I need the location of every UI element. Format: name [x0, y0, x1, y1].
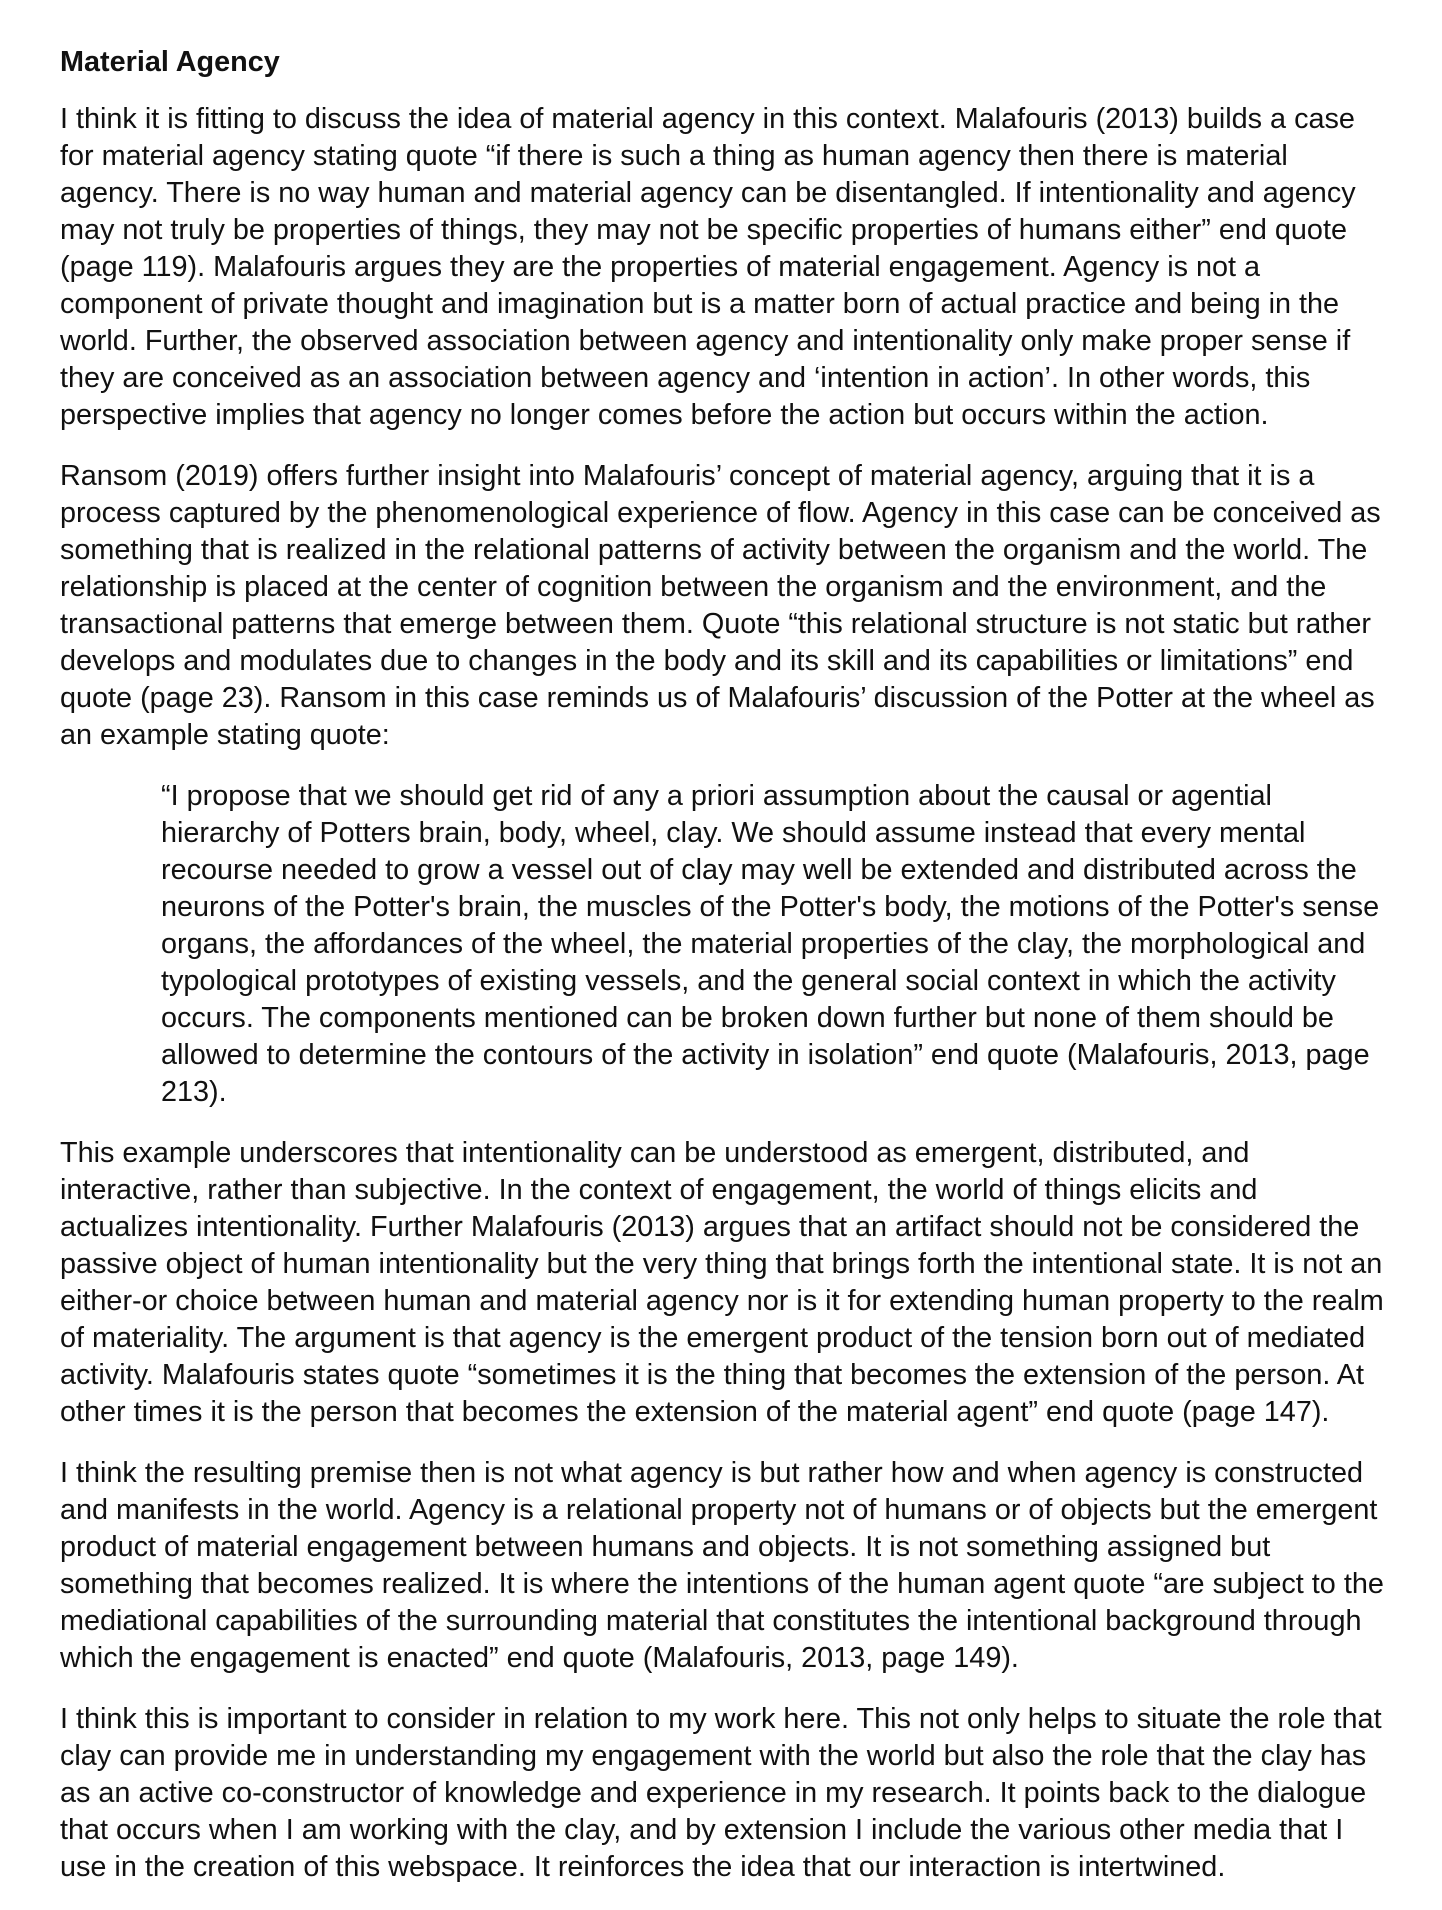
paragraph-relation-to-work: I think this is important to consider in relation to my work here. This not only helps to situate the role that clay can provide me in understanding my engagement with the world but also the role that the clay has as an active co-constructor of knowledge and experience in my research. It points back to the dialogue that occurs when I am working with the clay, and by extension I include the various other media that I use in the creation of this webspace. It reinforces the idea that our interaction is intertwined. [60, 1703, 1382, 1883]
section-heading: Material Agency [60, 46, 280, 78]
paragraph-resulting-premise: I think the resulting premise then is not what agency is but rather how and when agency is constructed and manifests in the world. Agency is a relational property not of humans or of objects but the emergent product of material engagement between humans and objects. It is not something assigned but something that becomes realized. It is where the intentions of the human agent quote “are subject to the mediational capabilities of the surrounding material that constitutes the intentional background through which the engagement is enacted” end quote (Malafouris, 2013, page 149). [60, 1457, 1384, 1674]
block-quote-potter: “I propose that we should get rid of any a priori assumption about the causal or agential hierarchy of Potters brain, body, wheel, clay. We should assume instead that every mental recourse needed to grow a vessel out of clay may well be extended and distributed across the neurons of the Potter's brain, the muscles of the Potter's body, the motions of the Potter's sense organs, the affordances of the wheel, the material properties of the clay, the morphological and typological prototypes of existing vessels, and the general social context in which the activity occurs. The components mentioned can be broken down further but none of them should be allowed to determine the contours of the activity in isolation” end quote (Malafouris, 2013, page 213). [161, 780, 1380, 1108]
paragraph-intentionality-emergent: This example underscores that intentionality can be understood as emergent, distributed, and interactive, rather than subjective. In the context of engagement, the world of things elicits and actualizes intentionality. Further Malafouris (2013) argues that an artifact should not be considered the passive object of human intentionality but the very thing that brings forth the intentional state. It is not an either-or choice between human and material agency nor is it for extending human property to the realm of materiality. The argument is that agency is the emergent product of the tension born out of mediated activity. Malafouris states quote “sometimes it is the thing that becomes the extension of the person. At other times it is the person that becomes the extension of the material agent” end quote (page 147). [60, 1137, 1384, 1428]
paragraph-ransom-insight: Ransom (2019) offers further insight into Malafouris’ concept of material agency, arguing that it is a process captured by the phenomenological experience of flow. Agency in this case can be conceived as something that is realized in the relational patterns of activity between the organism and the world. The relationship is placed at the center of cognition between the organism and the environment, and the transactional patterns that emerge between them. Quote “this relational structure is not static but rather develops and modulates due to changes in the body and its skill and its capabilities or limitations” end quote (page 23). Ransom in this case reminds us of Malafouris’ discussion of the Potter at the wheel as an example stating quote: [60, 460, 1381, 751]
document-page [60, 44, 1390, 1910]
paragraph-material-agency-intro: I think it is fitting to discuss the idea of material agency in this context. Malafouris (2013) builds a case for material agency stating quote “if there is such a thing as human agency then there is material agency. There is no way human and material agency can be disentangled. If intentionality and agency may not truly be properties of things, they may not be specific properties of humans either” end quote (page 119). Malafouris argues they are the properties of material engagement. Agency is not a component of private thought and imagination but is a matter born of actual practice and being in the world. Further, the observed association between agency and intentionality only make proper sense if they are conceived as an association between agency and ‘intention in action’. In other words, this perspective implies that agency no longer comes before the action but occurs within the action. [60, 103, 1356, 431]
